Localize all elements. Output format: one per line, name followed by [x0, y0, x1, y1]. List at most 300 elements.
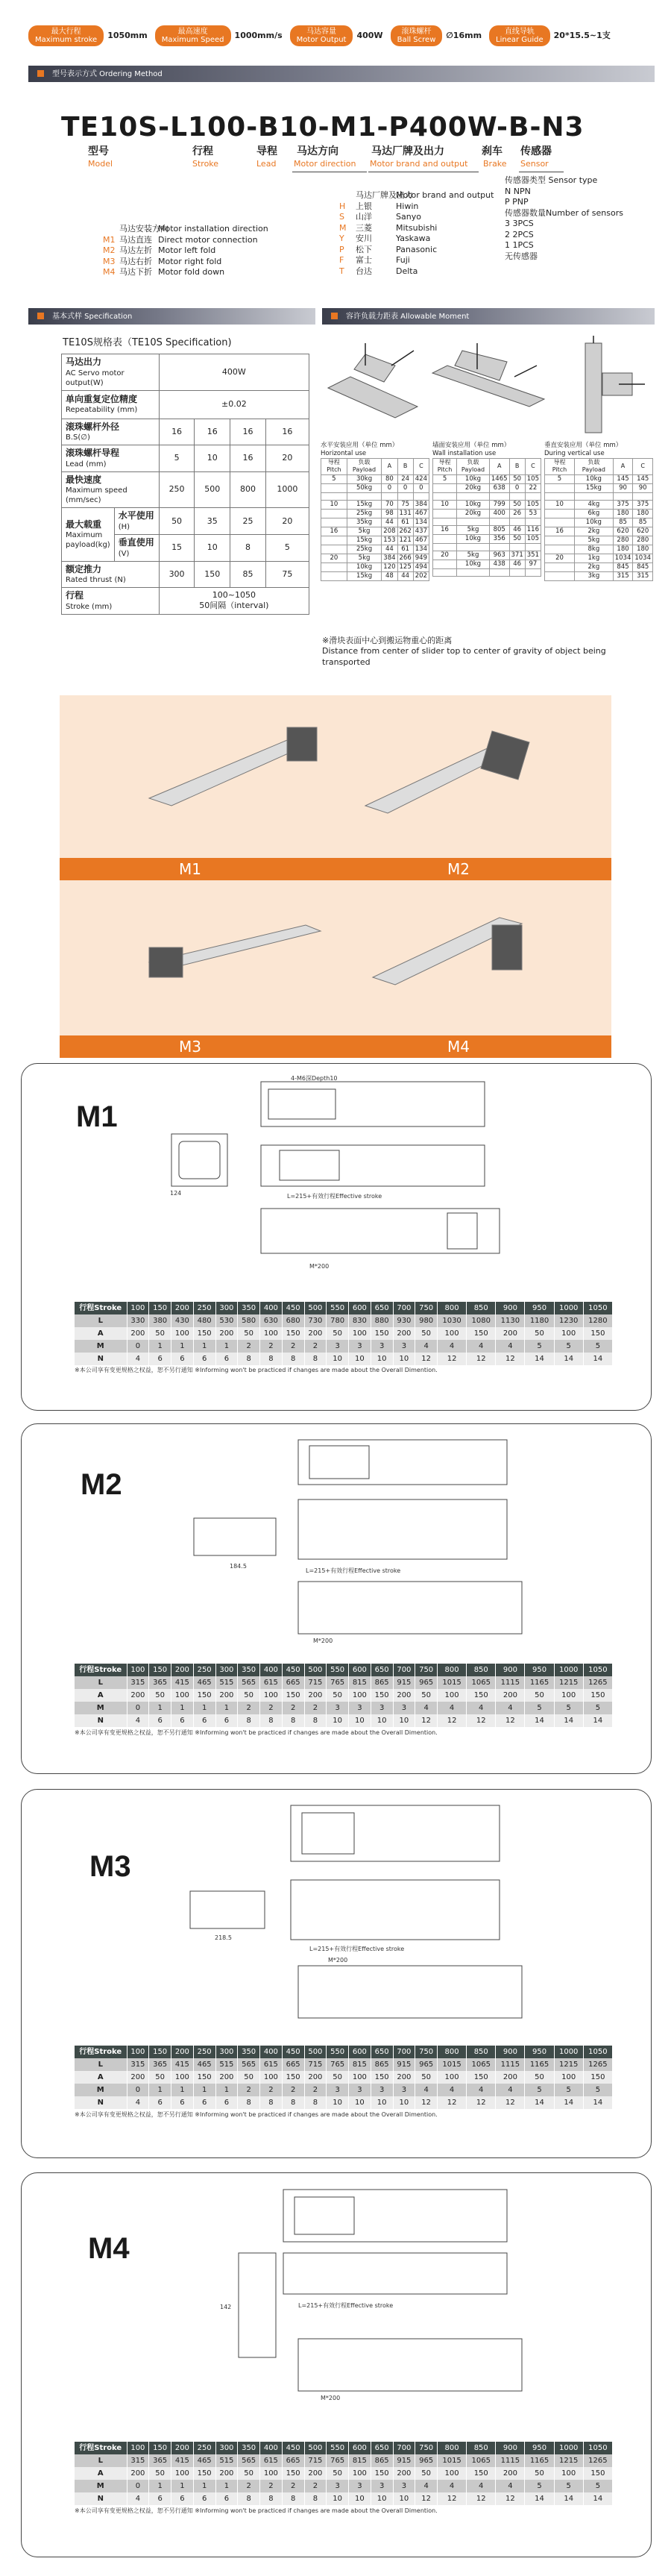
- dim-cell: 3: [393, 2480, 415, 2492]
- dim-cell: 5: [554, 1340, 583, 1353]
- drawing-title-m3: M3: [89, 1850, 131, 1883]
- moment-cell: [575, 492, 614, 500]
- dim-stroke: 650: [371, 1302, 393, 1314]
- moment-cell: 400: [489, 510, 509, 518]
- dim-cell: 1115: [496, 2058, 525, 2071]
- dim-cell: 6: [215, 2096, 238, 2109]
- dim-cell: 380: [149, 1314, 171, 1327]
- motor-brand-list: [339, 190, 494, 277]
- dim-cell: 150: [467, 1689, 496, 1702]
- moment-col: B: [509, 459, 525, 475]
- dim-m2-184: 184.5: [230, 1563, 247, 1570]
- dim-cell: 100: [438, 1327, 467, 1340]
- dim-m4-m200: M*200: [321, 2395, 341, 2401]
- moment-cell: 10: [545, 500, 575, 509]
- dim-cell: 200: [215, 1689, 238, 1702]
- dim-cell: 5: [525, 2084, 554, 2096]
- dim-cell: 715: [304, 2058, 327, 2071]
- dim-stroke: 1000: [554, 2046, 583, 2058]
- dim-cell: 765: [327, 2058, 349, 2071]
- dim-cell: 3: [393, 1340, 415, 1353]
- dim-cell: 12: [415, 1714, 438, 1727]
- dim-cell: 100: [349, 1327, 371, 1340]
- moment-cell: 26: [509, 510, 525, 518]
- dim-stroke: 400: [260, 2046, 283, 2058]
- header-specs: [28, 21, 655, 51]
- dimension-table-m4: [75, 2442, 613, 2505]
- motor_direction-en: Motor right fold: [158, 256, 222, 266]
- spec-en: (H): [118, 522, 130, 531]
- dim-cell: 4: [415, 2084, 438, 2096]
- dim-cell: 365: [149, 2058, 171, 2071]
- dim-row-n: [75, 1714, 613, 1727]
- dim-stroke: 600: [349, 1664, 371, 1676]
- moment-cell: 949: [413, 554, 429, 563]
- moment-cell: [545, 518, 575, 527]
- dim-cell: 1015: [438, 1676, 467, 1689]
- dim-cell: 4: [415, 1340, 438, 1353]
- dim-cell: 100: [554, 1689, 583, 1702]
- label-brake-cn: 刹车: [482, 145, 503, 157]
- dim-cell: 14: [554, 1353, 583, 1365]
- dim-cell: 3: [349, 1340, 371, 1353]
- motor_brand-code: T: [339, 266, 344, 276]
- dim-cell: 50: [149, 2071, 171, 2084]
- dim-row-label: N: [75, 1353, 127, 1365]
- spec-label: [62, 419, 160, 445]
- dim-stroke: 950: [525, 1664, 554, 1676]
- payload-cn: 最大载重: [66, 518, 102, 530]
- dim-cell: 10: [349, 2492, 371, 2505]
- dim-cell: 1115: [496, 2454, 525, 2467]
- moment-table-sub: Wall installation use: [432, 450, 497, 458]
- sensor-text: 1 1PCS: [505, 240, 534, 250]
- dim-cell: 4: [127, 2096, 149, 2109]
- dim-cell: 8: [304, 1714, 327, 1727]
- dim-cell: 12: [467, 2096, 496, 2109]
- dim-cell: 465: [193, 2058, 215, 2071]
- dim-stroke: 550: [327, 2046, 349, 2058]
- dim-stroke: 450: [282, 2046, 304, 2058]
- moment-cell: [545, 536, 575, 545]
- dim-cell: 150: [371, 1327, 393, 1340]
- motor_brand-en: Sanyo: [396, 212, 421, 222]
- moment-cell: 120: [382, 563, 397, 572]
- moment-cell: [457, 544, 490, 551]
- moment-col: C: [413, 459, 429, 475]
- spec-sublabel: [114, 534, 159, 561]
- motor_brand-cn: 安川: [356, 234, 372, 243]
- dim-stroke: 150: [149, 2046, 171, 2058]
- header-pill-value: 20*15.5~1支: [553, 30, 611, 40]
- dim-cell: 8: [304, 2096, 327, 2109]
- moment-row: [433, 483, 541, 492]
- dim-cell: 12: [438, 1353, 467, 1365]
- spec-row: [62, 445, 309, 472]
- dim-cell: 580: [238, 1314, 260, 1327]
- dim-cell: 14: [583, 2096, 612, 2109]
- moment-cell: 134: [413, 545, 429, 554]
- sensor-list: [505, 175, 623, 262]
- dim-cell: 665: [282, 2454, 304, 2467]
- sensor-text: 2 2PCS: [505, 229, 534, 239]
- dim-cell: 12: [496, 1714, 525, 1727]
- moment-cell: 30kg: [347, 474, 382, 483]
- dim-cell: 6: [193, 2492, 215, 2505]
- dim-cell: 4: [467, 2084, 496, 2096]
- moment-cell: 0: [509, 483, 525, 492]
- dim-cell: 150: [371, 2071, 393, 2084]
- motor_brand-en: Mitsubishi: [396, 222, 438, 233]
- dim-cell: 6: [149, 2096, 171, 2109]
- moment-col: A: [382, 459, 397, 475]
- dim-cell: 765: [327, 1676, 349, 1689]
- dim-stroke: 150: [149, 2442, 171, 2454]
- moment-cell: 494: [413, 563, 429, 572]
- dim-m3-m200: M*200: [328, 1957, 348, 1964]
- moment-cell: [413, 492, 429, 500]
- dim-stroke: 300: [215, 2046, 238, 2058]
- dim-head-row: [75, 1302, 613, 1314]
- dim-cell: 1: [193, 2084, 215, 2096]
- dim-stroke: 300: [215, 1302, 238, 1314]
- moment-cell: [433, 544, 457, 551]
- dim-cell: 100: [260, 2071, 283, 2084]
- sensor-text: 传感器类型 Sensor type: [505, 175, 598, 185]
- dim-cell: 10: [349, 2096, 371, 2109]
- moment-row: [545, 554, 653, 563]
- spec-sublabel: [114, 508, 159, 535]
- motor_brand-code: F: [339, 255, 344, 265]
- dim-cell: 12: [415, 2096, 438, 2109]
- motor_brand-en: Delta: [396, 266, 418, 276]
- spec-en: Rated thrust (N): [66, 576, 126, 585]
- header-pill: [391, 25, 482, 46]
- dim-stroke: 1000: [554, 1302, 583, 1314]
- dim-cell: 815: [349, 1676, 371, 1689]
- moment-cell: 90: [633, 483, 653, 492]
- dim-stroke: 800: [438, 2442, 467, 2454]
- dim-cell: 8: [260, 1353, 283, 1365]
- dim-stroke: 800: [438, 2046, 467, 2058]
- dim-cell: 1065: [467, 2058, 496, 2071]
- moment-table-title: 墙面安装应用（单位 mm）: [432, 442, 511, 449]
- motor_brand-en: Yaskawa: [396, 234, 431, 243]
- spec-value: 16: [159, 419, 195, 445]
- dim-cell: 1030: [438, 1314, 467, 1327]
- dim-cell: 6: [149, 1714, 171, 1727]
- dim-cell: 200: [127, 1327, 149, 1340]
- moment-cell: 0: [413, 483, 429, 492]
- sensor-text: N NPN: [505, 186, 531, 196]
- dim-row-n: [75, 2096, 613, 2109]
- moment-row: [321, 536, 429, 545]
- moment-cell: 5kg: [575, 536, 614, 545]
- moment-row: [433, 474, 541, 483]
- spec-value: 5: [159, 445, 195, 472]
- moment-table-sub: During vertical use: [544, 450, 605, 458]
- moment-cell: 85: [613, 518, 633, 527]
- moment-cell: 620: [633, 527, 653, 536]
- dim-stroke: 250: [193, 1302, 215, 1314]
- dim-stroke-label: 行程Stroke: [75, 1302, 127, 1314]
- spec-row: [62, 419, 309, 445]
- motor_brand-cn: 马达厂牌及出力: [356, 190, 413, 200]
- dim-stroke: 700: [393, 1302, 415, 1314]
- dim-cell: 8: [238, 2492, 260, 2505]
- moment-cell: 46: [509, 560, 525, 569]
- dim-cell: 3: [393, 2084, 415, 2096]
- dim-stroke: 550: [327, 2442, 349, 2454]
- dim-cell: 2: [282, 2480, 304, 2492]
- dim-cell: 1: [171, 2480, 194, 2492]
- moment-row: [545, 518, 653, 527]
- dim-cell: 3: [327, 2480, 349, 2492]
- dim-cell: 150: [467, 1327, 496, 1340]
- dim-cell: 150: [583, 1327, 612, 1340]
- ordering-method-bar: 型号表示方式 Ordering Method: [28, 66, 655, 82]
- spec-value: 16: [230, 419, 266, 445]
- dim-cell: 200: [304, 1327, 327, 1340]
- dim-cell: 8: [282, 1714, 304, 1727]
- dim-cell: 10: [393, 1353, 415, 1365]
- moment-cell: 0: [382, 483, 397, 492]
- sensor-item: [505, 197, 623, 208]
- dim-cell: 150: [583, 2467, 612, 2480]
- dim-cell: 5: [583, 2084, 612, 2096]
- motor_direction-item: [103, 267, 268, 278]
- spec-cn: 水平使用: [118, 510, 154, 521]
- moment-cell: 25kg: [347, 545, 382, 554]
- dim-stroke: 100: [127, 1664, 149, 1676]
- dim-cell: 1015: [438, 2454, 467, 2467]
- dim-cell: 965: [415, 2454, 438, 2467]
- moment-row: [321, 474, 429, 483]
- dim-cell: 515: [215, 2058, 238, 2071]
- dim-stroke: 300: [215, 1664, 238, 1676]
- moment-row: [545, 483, 653, 492]
- dim-cell: 665: [282, 2058, 304, 2071]
- dim-cell: 4: [127, 1353, 149, 1365]
- drawing-title-m1: M1: [76, 1100, 118, 1133]
- dim-cell: 4: [496, 1702, 525, 1714]
- dim-cell: 665: [282, 1676, 304, 1689]
- header-pill-value: ∅16mm: [446, 30, 482, 40]
- dim-cell: 50: [415, 1689, 438, 1702]
- dim-cell: 1165: [525, 2454, 554, 2467]
- moment-cell: [321, 483, 347, 492]
- dim-cell: 100: [349, 1689, 371, 1702]
- dim-cell: 0: [127, 1702, 149, 1714]
- moment-cell: 1kg: [575, 554, 614, 563]
- spec-value: 16: [230, 445, 266, 472]
- moment-cell: 280: [633, 536, 653, 545]
- moment-cell: 10kg: [575, 474, 614, 483]
- dim-cell: 415: [171, 2454, 194, 2467]
- dim-cell: 6: [193, 1353, 215, 1365]
- moment-cell: [397, 492, 413, 500]
- moment-cell: 8kg: [575, 545, 614, 554]
- dim-cell: 1015: [438, 2058, 467, 2071]
- dim-cell: 1180: [525, 1314, 554, 1327]
- moment-row: [321, 545, 429, 554]
- dim-cell: 5: [583, 1702, 612, 1714]
- spec-row: [62, 588, 309, 615]
- moment-cell: 153: [382, 536, 397, 545]
- dim-row-n: [75, 2492, 613, 2505]
- spec-value: 10: [195, 445, 230, 472]
- dim-cell: 200: [215, 1327, 238, 1340]
- moment-illustrations: [321, 336, 656, 440]
- dim-stroke: 350: [238, 1664, 260, 1676]
- dim-cell: 50: [327, 1327, 349, 1340]
- dim-cell: 3: [327, 2084, 349, 2096]
- moment-cell: 20: [545, 554, 575, 563]
- spec-value: 500: [195, 471, 230, 508]
- motor_brand-item: [339, 245, 494, 256]
- dim-cell: 3: [371, 2480, 393, 2492]
- moment-row: [433, 500, 541, 509]
- moment-cell: 5kg: [347, 527, 382, 536]
- moment-cell: 35kg: [347, 518, 382, 527]
- moment-cell: 356: [489, 535, 509, 544]
- dim-cell: 150: [583, 1689, 612, 1702]
- moment-row: [321, 510, 429, 518]
- moment-col: 负载 Payload: [347, 459, 382, 475]
- motor_brand-en: Hiwin: [396, 201, 419, 211]
- spec-cn: 行程: [66, 590, 84, 601]
- dim-cell: 715: [304, 1676, 327, 1689]
- motor_brand-item: [339, 190, 494, 201]
- dim-stroke: 750: [415, 2442, 438, 2454]
- dim-stroke: 500: [304, 2442, 327, 2454]
- motor_direction-en: Motor left fold: [158, 245, 216, 255]
- spec-label: [62, 588, 160, 615]
- dim-cell: 2: [282, 1702, 304, 1714]
- moment-col: 导程 Pitch: [545, 459, 575, 475]
- spec-en: Repeatability (mm): [66, 406, 138, 415]
- dim-row-a: [75, 1327, 613, 1340]
- label-stroke-cn: 行程: [192, 145, 213, 157]
- motor_brand-item: [339, 223, 494, 234]
- spec-en: Lead (mm): [66, 460, 107, 468]
- moment-cell: [525, 569, 541, 577]
- dim-cell: 150: [371, 1689, 393, 1702]
- dim-row-label: A: [75, 1689, 127, 1702]
- dim-cell: 1: [193, 1702, 215, 1714]
- moment-note: [322, 636, 650, 668]
- dim-row-a: [75, 2467, 613, 2480]
- dim-cell: 200: [304, 2467, 327, 2480]
- dim-cell: 315: [127, 2058, 149, 2071]
- dim-cell: 100: [171, 1327, 194, 1340]
- dim-stroke: 100: [127, 2046, 149, 2058]
- motor_direction-cn: 马达安装方向: [119, 224, 168, 234]
- moment-cell: 805: [489, 526, 509, 535]
- dim-m1-m200: M*200: [309, 1263, 330, 1270]
- moment-cell: [545, 510, 575, 518]
- motor_brand-item: [339, 212, 494, 223]
- dim-cell: 915: [393, 2454, 415, 2467]
- dim-cell: 565: [238, 2454, 260, 2467]
- dim-cell: 4: [496, 2480, 525, 2492]
- dim-cell: 1: [171, 2084, 194, 2096]
- dim-cell: 14: [554, 2096, 583, 2109]
- dim-cell: 6: [171, 2096, 194, 2109]
- dim-cell: 12: [496, 2492, 525, 2505]
- spec-en: Maximum speed (mm/sec): [66, 486, 127, 505]
- dim-cell: 365: [149, 2454, 171, 2467]
- moment-row: [433, 551, 541, 560]
- dim-cell: 150: [282, 2467, 304, 2480]
- dim-cell: 10: [371, 2096, 393, 2109]
- dim-cell: 5: [583, 1340, 612, 1353]
- dim-cell: 8: [304, 2492, 327, 2505]
- dim-cell: 0: [127, 1340, 149, 1353]
- dim-cell: 2: [238, 2480, 260, 2492]
- moment-head: [433, 459, 541, 475]
- moment-table-block: [321, 442, 429, 581]
- sensor-text: 传感器数量Number of sensors: [505, 207, 623, 218]
- dim-cell: 730: [304, 1314, 327, 1327]
- motor_brand-item: [339, 234, 494, 245]
- dim-cell: 8: [260, 2492, 283, 2505]
- moment-cell: [321, 518, 347, 527]
- dim-m2-m200: M*200: [313, 1638, 333, 1644]
- label-model-cn: 型号: [88, 145, 109, 157]
- dim-stroke: 150: [149, 1664, 171, 1676]
- moment-cell: [489, 569, 509, 577]
- dim-cell: 6: [193, 1714, 215, 1727]
- moment-row: [433, 569, 541, 577]
- label-model-en: Model: [88, 159, 113, 169]
- dim-cell: 5: [554, 1702, 583, 1714]
- dim-cell: 100: [171, 1689, 194, 1702]
- dim-cell: 12: [438, 2096, 467, 2109]
- dim-row-label: N: [75, 2096, 127, 2109]
- motor_brand-cn: 松下: [356, 244, 372, 254]
- dimension-table-m2: [75, 1664, 613, 1727]
- moment-cell: 262: [397, 527, 413, 536]
- dim-cell: 865: [371, 2454, 393, 2467]
- moment-cell: [321, 572, 347, 581]
- dim-cell: 3: [327, 1702, 349, 1714]
- dimension-table-m1: [75, 1302, 613, 1365]
- dim-head-row: [75, 1664, 613, 1676]
- label-lead-cn: 导程: [256, 145, 277, 157]
- moment-cell: 125: [397, 563, 413, 572]
- dim-cell: 150: [282, 2071, 304, 2084]
- dim-m1-stroke: L=215+有效行程Effective stroke: [287, 1193, 382, 1200]
- moment-cell: 116: [525, 526, 541, 535]
- motor_brand-item: [339, 255, 494, 266]
- basic-spec-bar: 基本式样 Specification: [28, 308, 315, 325]
- dim-cell: 5: [583, 2480, 612, 2492]
- spec-value: 10: [195, 534, 230, 561]
- dim-cell: 2: [304, 2084, 327, 2096]
- moment-cell: 90: [613, 483, 633, 492]
- dim-cell: 1: [215, 1340, 238, 1353]
- dim-cell: 465: [193, 2454, 215, 2467]
- dim-cell: 4: [467, 1340, 496, 1353]
- moment-col: C: [525, 459, 541, 475]
- motor_direction-en: Direct motor connection: [158, 234, 258, 245]
- dim-m2-stroke: L=215+有效行程Effective stroke: [306, 1567, 401, 1574]
- moment-row: [433, 526, 541, 535]
- moment-cell: [545, 492, 575, 500]
- dim-cell: 4: [127, 2492, 149, 2505]
- dim-cell: 200: [304, 2071, 327, 2084]
